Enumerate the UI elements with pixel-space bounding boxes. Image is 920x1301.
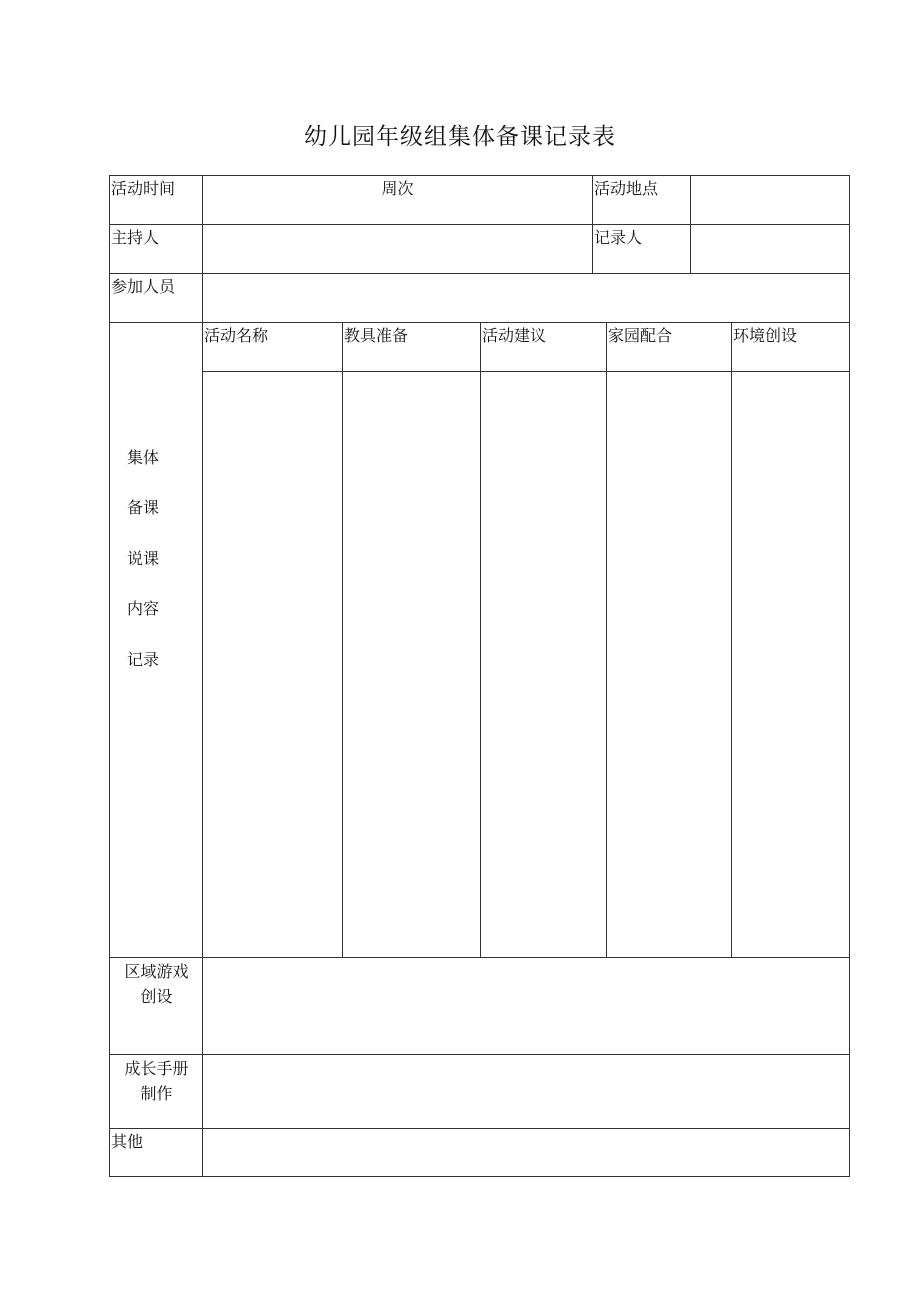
week-label: 周次 (381, 179, 414, 198)
content-label-line: 备课 (127, 498, 160, 517)
column-divider (731, 322, 732, 957)
row-divider (110, 273, 849, 274)
row-divider (110, 224, 849, 225)
row-divider (110, 1128, 849, 1129)
growth-book-label-line: 成长手册 (124, 1059, 189, 1078)
recorder-label: 记录人 (594, 228, 643, 247)
column-header-home-school: 家园配合 (608, 326, 673, 345)
column-divider (480, 322, 481, 957)
content-label-line: 内容 (127, 599, 160, 618)
content-label-line: 记录 (127, 650, 160, 669)
activity-place-label: 活动地点 (594, 179, 659, 198)
column-divider (690, 176, 691, 273)
column-header-activity-name: 活动名称 (204, 326, 269, 345)
host-label: 主持人 (111, 228, 160, 247)
area-game-label-line: 区域游戏 (124, 962, 189, 981)
other-label: 其他 (111, 1132, 144, 1151)
column-divider (606, 322, 607, 957)
column-divider (202, 176, 203, 1176)
area-game-label-line: 创设 (140, 987, 173, 1006)
growth-book-label-line: 制作 (140, 1084, 173, 1103)
participants-label: 参加人员 (111, 277, 176, 296)
column-header-teaching-aids: 教具准备 (344, 326, 409, 345)
page-title: 幼儿园年级组集体备课记录表 (304, 124, 616, 150)
content-label-line: 说课 (127, 549, 160, 568)
column-header-activity-suggestion: 活动建议 (482, 326, 547, 345)
row-divider (110, 1054, 849, 1055)
column-header-environment: 环境创设 (733, 326, 798, 345)
lesson-record-table (109, 175, 850, 1177)
column-divider (592, 176, 593, 273)
content-label-line: 集体 (127, 448, 160, 467)
row-divider (203, 371, 849, 372)
row-divider (110, 957, 849, 958)
column-divider (342, 322, 343, 957)
activity-time-label: 活动时间 (111, 179, 176, 198)
